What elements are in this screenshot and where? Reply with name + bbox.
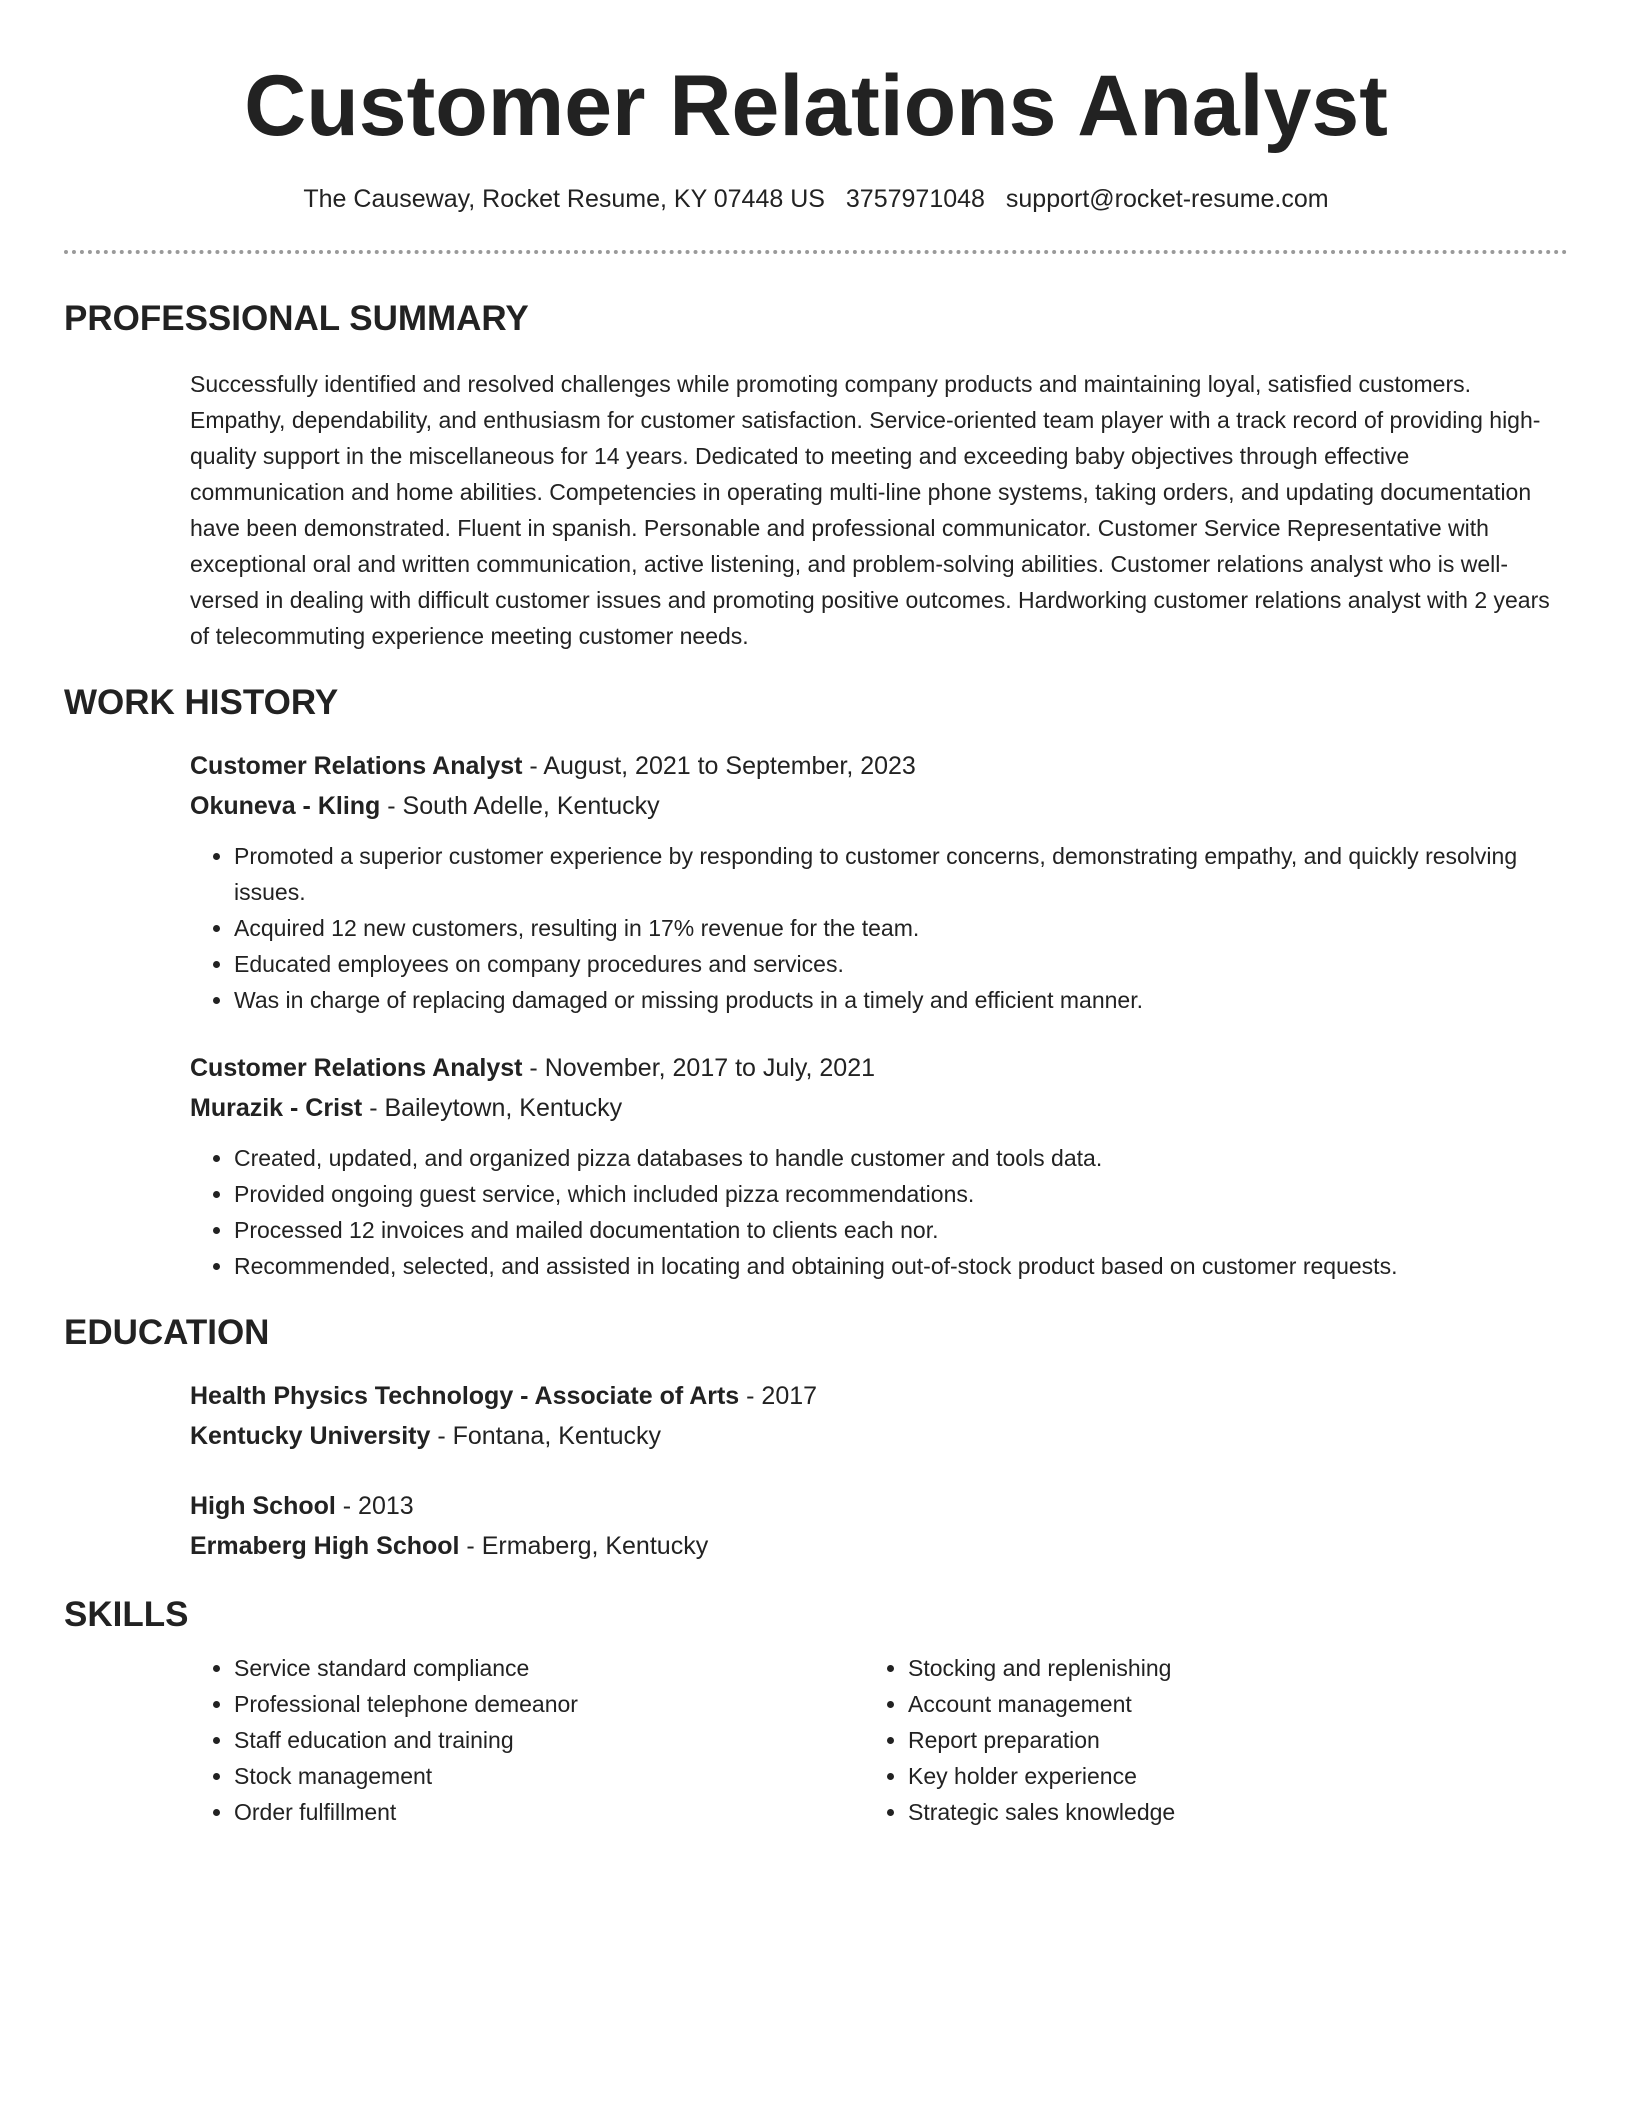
skills-section	[64, 1594, 1568, 1830]
skills-list-left	[190, 1650, 864, 1830]
school-location: - Ermaberg, Kentucky	[459, 1532, 709, 1560]
list-item: • Created, updated, and organized pizza databases to handle customer and tools data.	[234, 1140, 1568, 1176]
work-history-heading: WORK HISTORY	[64, 683, 339, 722]
skills-columns	[190, 1650, 1568, 1830]
job-company-line	[190, 786, 1568, 826]
education-entry	[190, 1376, 1568, 1456]
contact-address: The Causeway, Rocket Resume, KY 07448 US	[303, 185, 825, 213]
education-section	[64, 1312, 1568, 1566]
list-item: • Account management	[908, 1686, 1175, 1722]
job-dates: - November, 2017 to July, 2021	[522, 1054, 875, 1082]
school-location: - Fontana, Kentucky	[430, 1422, 662, 1450]
list-item: • Report preparation	[908, 1722, 1175, 1758]
summary-heading: PROFESSIONAL SUMMARY	[64, 299, 529, 338]
job-dates: - August, 2021 to September, 2023	[522, 752, 916, 780]
job-location: - Baileytown, Kentucky	[362, 1094, 623, 1122]
resume-name: Customer Relations Analyst	[244, 58, 1388, 154]
header-divider	[64, 250, 1568, 254]
job-company-line	[190, 1088, 1568, 1128]
list-item: • Provided ongoing guest service, which included pizza recommendations.	[234, 1176, 1568, 1212]
list-item: • Processed 12 invoices and mailed documentation to clients each nor.	[234, 1212, 1568, 1248]
school-name: Kentucky University	[190, 1422, 431, 1450]
degree-year: - 2013	[335, 1492, 414, 1520]
skills-heading: SKILLS	[64, 1595, 189, 1634]
list-item: • Promoted a superior customer experience by responding to customer concerns, demonstrating empathy, and quickly resolving issues.	[234, 838, 1568, 910]
contact-email: support@rocket-resume.com	[1005, 185, 1329, 213]
degree-line	[190, 1486, 1568, 1526]
job-bullets	[190, 838, 1568, 1018]
degree-name: Health Physics Technology - Associate of Arts	[190, 1382, 740, 1410]
list-item: • Stock management	[234, 1758, 864, 1794]
job-title-line	[190, 746, 1568, 786]
list-item: • Professional telephone demeanor	[234, 1686, 864, 1722]
work-history-section	[64, 682, 1568, 1284]
degree-year: - 2017	[739, 1382, 818, 1410]
job-bullets	[190, 1140, 1568, 1284]
job-title-line	[190, 1048, 1568, 1088]
list-item: • Was in charge of replacing damaged or missing products in a timely and efficient manner.	[234, 982, 1568, 1018]
list-item: • Strategic sales knowledge	[908, 1794, 1175, 1830]
job-role: Customer Relations Analyst	[190, 1054, 523, 1082]
list-item: • Recommended, selected, and assisted in locating and obtaining out-of-stock product based on customer requests.	[234, 1248, 1568, 1284]
education-entry	[190, 1486, 1568, 1566]
school-line	[190, 1526, 1568, 1566]
school-line	[190, 1416, 1568, 1456]
education-heading: EDUCATION	[64, 1313, 270, 1352]
skills-list-right	[864, 1650, 1175, 1830]
job-company: Okuneva - Kling	[190, 792, 381, 820]
job-location: - South Adelle, Kentucky	[380, 792, 660, 820]
list-item: • Educated employees on company procedures and services.	[234, 946, 1568, 982]
list-item: • Key holder experience	[908, 1758, 1175, 1794]
job-company: Murazik - Crist	[190, 1094, 363, 1122]
job-role: Customer Relations Analyst	[190, 752, 523, 780]
school-name: Ermaberg High School	[190, 1532, 460, 1560]
summary-section	[64, 298, 1568, 654]
list-item: • Acquired 12 new customers, resulting in 17% revenue for the team.	[234, 910, 1568, 946]
contact-phone: 3757971048	[845, 185, 985, 213]
resume-page	[64, 0, 1568, 1830]
job-entry	[190, 746, 1568, 1018]
list-item: • Service standard compliance	[234, 1650, 864, 1686]
list-item: • Stocking and replenishing	[908, 1650, 1175, 1686]
list-item: • Order fulfillment	[234, 1794, 864, 1830]
contact-line	[64, 182, 1568, 216]
job-entry	[190, 1048, 1568, 1284]
degree-name: High School	[190, 1492, 336, 1520]
list-item: • Staff education and training	[234, 1722, 864, 1758]
degree-line	[190, 1376, 1568, 1416]
summary-text: Successfully identified and resolved challenges while promoting company products and maintaining loyal, satisfied customers. Empathy, dependability, and enthusiasm for customer satisfaction. Service-oriented team player with a track record of providing high-quality support in the miscellaneous for 14 years. Dedicated to meeting and exceeding baby objectives through effective communication and home abilities. Competencies in operating multi-line phone systems, taking orders, and updating documentation have been demonstrated. Fluent in spanish. Personable and professional communicator. Customer Service Representative with exceptional oral and written communication, active listening, and problem-solving abilities. Customer relations analyst who is well-versed in dealing with difficult customer issues and promoting positive outcomes. Hardworking customer relations analyst with 2 years of telecommuting experience meeting customer needs.	[190, 371, 1550, 649]
